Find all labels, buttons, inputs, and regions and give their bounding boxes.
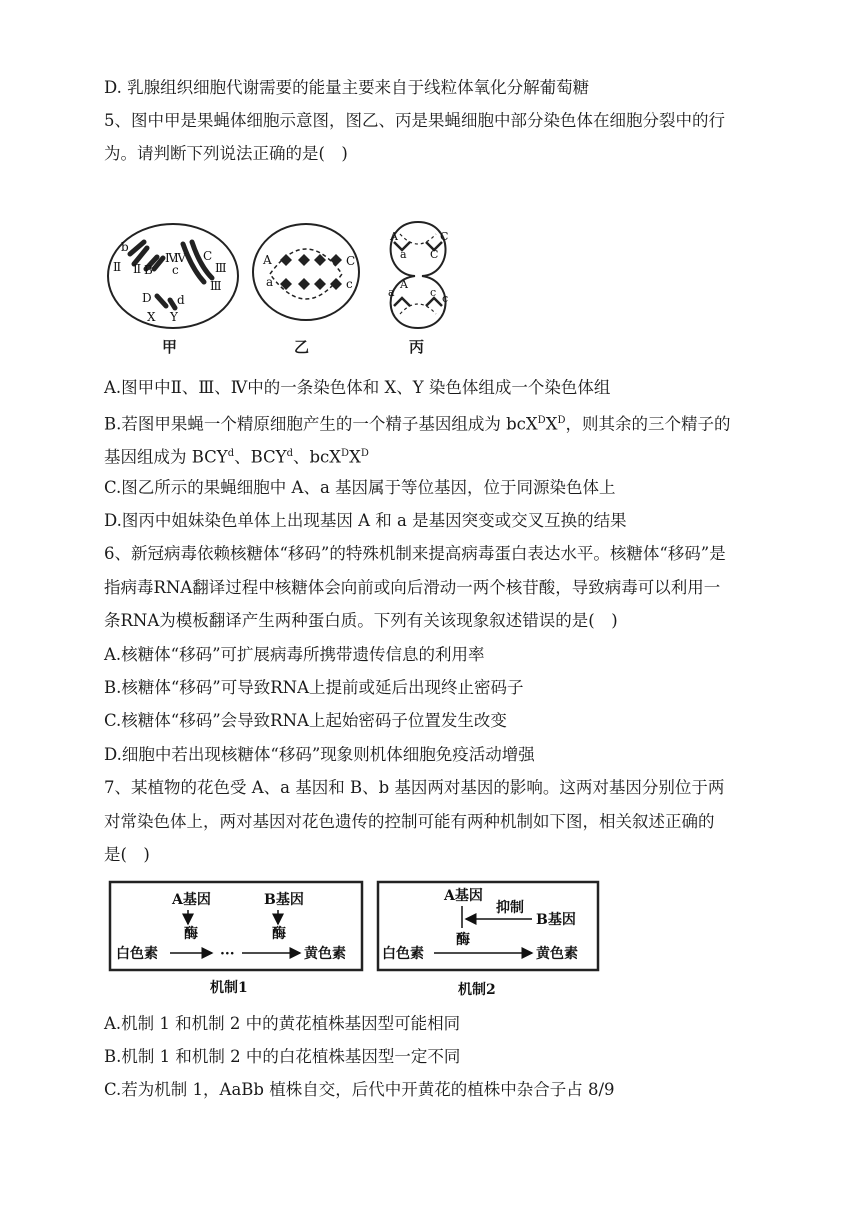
m1-yellow-pigment: 黄色素 (304, 946, 346, 962)
q6-stem-line2: 指病毒RNA翻译过程中核糖体会向前或向后滑动一两个核苷酸，导致病毒可以利用一 (104, 578, 721, 597)
bing-label-a-lower-bot: a (388, 286, 395, 299)
jia-label-c-upper: C (203, 249, 213, 263)
q5-option-d: D.图丙中姐妹染色单体上出现基因 A 和 a 是基因突变或交叉互换的结果 (104, 511, 627, 530)
q5-option-b-line1: B.若图甲果蝇一个精原细胞产生的一个精子基因组成为 $bcX^DX^D$，则其余的三个精子的 (104, 414, 731, 434)
bing-label-a-upper-top: A (390, 230, 398, 243)
q6-option-d: D.细胞中若出现核糖体“移码”现象则机体细胞免疫活动增强 (104, 745, 535, 764)
jia-label-iii-low: Ⅲ (210, 279, 222, 293)
jia-label-c-lower: c (172, 263, 179, 277)
jia-label-d-lower: d (177, 293, 185, 307)
jia-label-iv-right: Ⅳ (174, 251, 186, 265)
q4-option-d: D. 乳腺组织细胞代谢需要的能量主要来自于线粒体氧化分解葡萄糖 (104, 78, 590, 97)
q5-option-a: A.图甲中Ⅱ、Ⅲ、Ⅳ中的一条染色体和 X、Y 染色体组成一个染色体组 (104, 378, 611, 397)
caption-jia: 甲 (162, 338, 178, 356)
q5-figure (100, 214, 460, 364)
m2-b-gene: B基因 (536, 912, 576, 928)
jia-label-iv-left: Ⅳ (165, 251, 177, 265)
m2-caption: 机制2 (458, 982, 496, 998)
m1-white-pigment: 白色素 (116, 946, 158, 962)
q7-stem-line3: 是( ) (104, 845, 150, 864)
jia-label-iii-right: Ⅲ (215, 261, 227, 275)
q6-option-c: C.核糖体“移码”会导致RNA上起始密码子位置发生改变 (104, 711, 507, 730)
q7-figure (104, 876, 604, 998)
m2-enzyme: 酶 (456, 932, 470, 948)
cell-yi (253, 224, 359, 320)
jia-label-b-upper: B (144, 263, 153, 277)
jia-label-ii-left: Ⅱ (113, 260, 122, 274)
q5-option-b-line2: 基因组成为 BCY$^d$、BCY$^d$、$bcX^DX^D$ (104, 447, 369, 467)
q7-stem-line1: 7、某植物的花色受 A、a 基因和 B、b 基因两对基因的影响。这两对基因分别位于两 (104, 778, 725, 797)
q7-option-c: C.若为机制 1，AaBb 植株自交，后代中开黄花的植株中杂合子占 8/9 (104, 1080, 615, 1099)
jia-label-ii-mid: Ⅱ (133, 262, 142, 276)
bing-label-a-lower-top: a (400, 248, 407, 261)
q6-option-b: B.核糖体“移码”可导致RNA上提前或延后出现终止密码子 (104, 678, 524, 697)
q6-stem-line3: 条RNA为模板翻译产生两种蛋白质。下列有关该现象叙述错误的是( ) (104, 611, 618, 630)
bing-label-c-bot: c (430, 286, 437, 299)
yi-label-c-upper: C (346, 254, 356, 268)
m1-enzyme2: 酶 (272, 926, 286, 942)
m1-a-gene: A基因 (172, 892, 211, 908)
m2-yellow-pigment: 黄色素 (536, 946, 578, 962)
q7-stem-line2: 对常染色体上，两对基因对花色遗传的控制可能有两种机制如下图，相关叙述正确的 (104, 812, 715, 831)
jia-label-y: Y (170, 310, 178, 324)
bing-label-c-bot2: c (442, 292, 449, 305)
caption-bing: 丙 (409, 338, 425, 356)
jia-label-x: X (147, 310, 156, 324)
m2-inhibit: 抑制 (496, 900, 524, 916)
q5-stem-line1: 5、图中甲是果蝇体细胞示意图，图乙、丙是果蝇细胞中部分染色体在细胞分裂中的行 (104, 111, 725, 130)
jia-label-b: b (121, 240, 129, 254)
jia-label-d-upper: D (142, 291, 152, 305)
q5-stem-line2: 为。请判断下列说法正确的是( ) (104, 144, 348, 163)
yi-label-c-lower: c (346, 277, 353, 291)
yi-label-a-lower: a (266, 275, 274, 289)
bing-label-c-top: C (440, 230, 449, 243)
caption-yi: 乙 (294, 338, 310, 356)
m1-b-gene: B基因 (264, 892, 304, 908)
m2-a-gene: A基因 (444, 888, 483, 904)
q7-option-b: B.机制 1 和机制 2 中的白花植株基因型一定不同 (104, 1047, 461, 1066)
yi-label-a-upper: A (263, 253, 272, 267)
q7-option-a: A.机制 1 和机制 2 中的黄花植株基因型可能相同 (104, 1014, 461, 1033)
q6-stem-line1: 6、新冠病毒依赖核糖体“移码”的特殊机制来提高病毒蛋白表达水平。核糖体“移码”是 (104, 544, 726, 563)
m1-dots: ··· (220, 946, 235, 962)
m1-enzyme1: 酶 (184, 926, 198, 942)
m2-white-pigment: 白色素 (382, 946, 424, 962)
cell-bing (391, 222, 449, 328)
bing-label-c-top2: C (430, 248, 439, 261)
m1-caption: 机制1 (210, 980, 248, 996)
q5-option-c: C.图乙所示的果蝇细胞中 A、a 基因属于等位基因，位于同源染色体上 (104, 478, 616, 497)
q6-option-a: A.核糖体“移码”可扩展病毒所携带遗传信息的利用率 (104, 645, 485, 664)
bing-label-a-upper-bot: A (400, 278, 408, 291)
